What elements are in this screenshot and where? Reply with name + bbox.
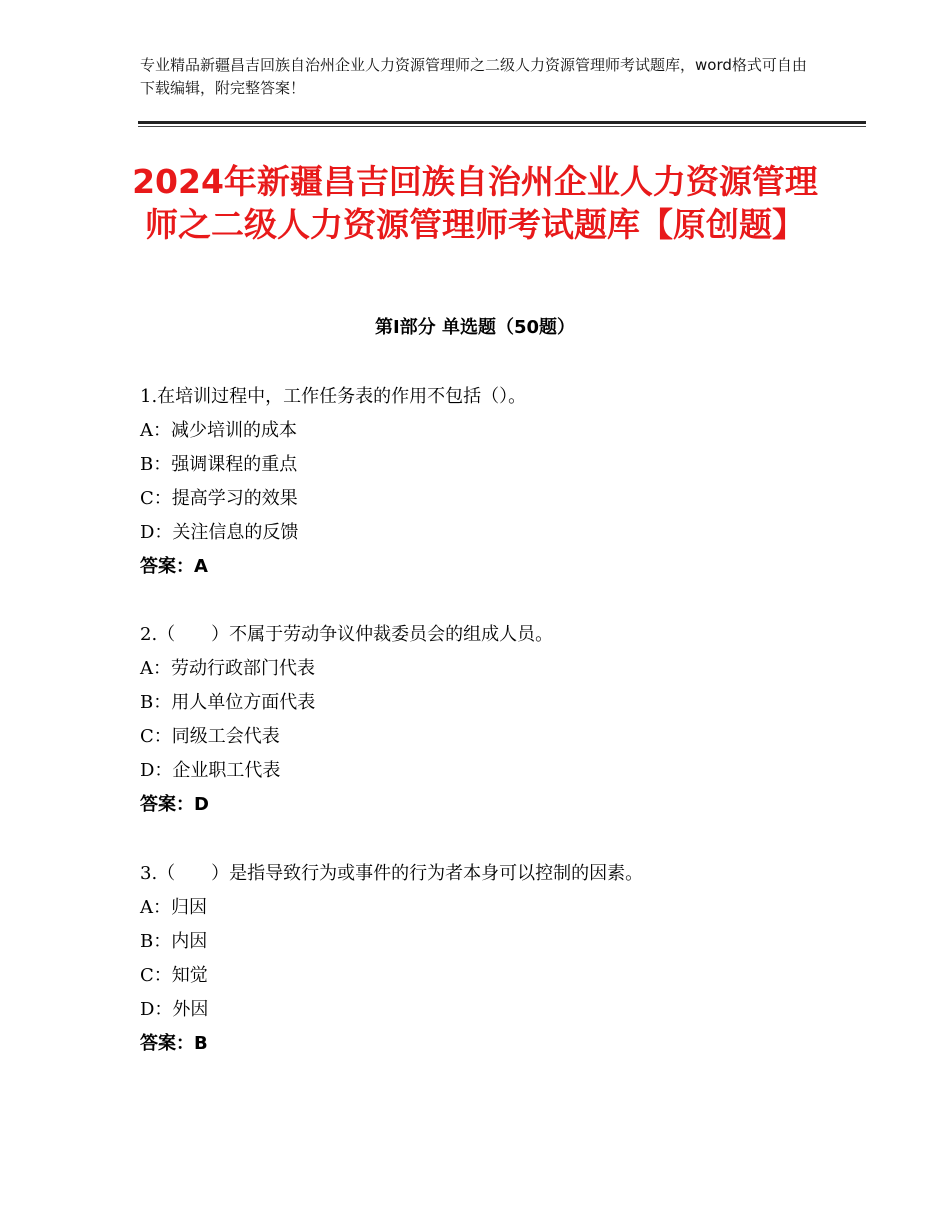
option-c: C：同级工会代表 [140,726,280,747]
option-b: B：强调课程的重点 [140,454,298,475]
question-stem: 3.（ ）是指导致行为或事件的行为者本身可以控制的因素。 [140,863,644,884]
option-a: A：归因 [140,897,207,918]
option-b: B：内因 [140,931,208,952]
option-b: B：用人单位方面代表 [140,692,316,713]
header-divider-thick [138,121,866,124]
header-divider-thin [138,126,866,127]
document-title: 2024年新疆昌吉回族自治州企业人力资源管理师之二级人力资源管理师考试题库【原创题】 [132,162,818,244]
option-d: D：关注信息的反馈 [140,522,299,543]
option-d: D：企业职工代表 [140,760,281,781]
question-1 [140,380,840,584]
option-c: C：知觉 [140,965,208,986]
question-stem: 2.（ ）不属于劳动争议仲裁委员会的组成人员。 [140,624,554,645]
option-c: C：提高学习的效果 [140,488,298,509]
question-stem: 1.在培训过程中，工作任务表的作用不包括（）。 [140,386,527,407]
answer: 答案：A [140,556,208,577]
option-d: D：外因 [140,999,209,1020]
header-note: 专业精品新疆昌吉回族自治州企业人力资源管理师之二级人力资源管理师考试题库，word格式可自由下载编辑，附完整答案！ [140,56,807,97]
option-a: A：劳动行政部门代表 [140,658,315,679]
section-heading: 第Ⅰ部分 单选题（50题） [374,317,575,338]
question-3 [140,857,840,1061]
question-2 [140,618,840,822]
option-a: A：减少培训的成本 [140,420,297,441]
answer: 答案：D [140,794,209,815]
answer: 答案：B [140,1033,208,1054]
